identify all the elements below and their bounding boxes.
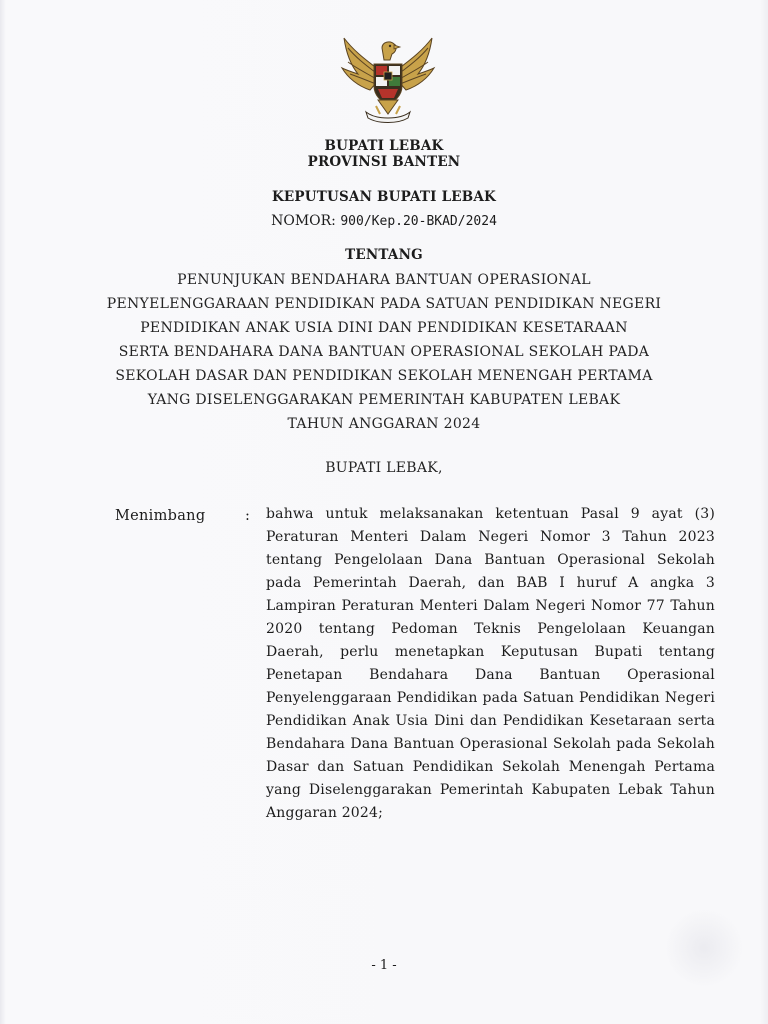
subject-line: TAHUN ANGGARAN 2024 [287, 416, 481, 432]
subject-line: SEKOLAH DASAR DAN PENDIDIKAN SEKOLAH MENENGAH PERTAMA [115, 368, 653, 384]
tentang-heading: TENTANG [345, 247, 423, 263]
subject-line: PENUNJUKAN BENDAHARA BANTUAN OPERASIONAL [177, 272, 591, 288]
authority-line-1: BUPATI LEBAK [324, 138, 444, 154]
subject-line: PENDIDIKAN ANAK USIA DINI DAN PENDIDIKAN KESETARAAN [140, 320, 628, 336]
menimbang-text: bahwa untuk melaksanakan ketentuan Pasal 9 ayat (3) Peraturan Menteri Dalam Negeri Nomor 3 Tahun 2023 tentang Pengelolaan Dana Bantuan Operasional Sekolah pada Pemerintah Daerah, dan BAB I huruf A angka 3 Lampiran Peraturan Menteri Dalam Negeri Nomor 77 Tahun 2020 tentang Pedoman Teknis Pengelolaan Keuangan Daerah, perlu menetapkan Keputusan Bupati tentang Penetapan Bendahara Dana Bantuan Operasional Penyelenggaraan Pendidikan pada Satuan Pendidikan Negeri Pendidikan Anak Usia Dini dan Pendidikan Kesetaraan serta Bendahara Dana Bantuan Operasional Sekolah pada Sekolah Dasar dan Satuan Pendidikan Sekolah Menengah Pertama yang Diselenggarakan Pemerintah Kabupaten Lebak Tahun Anggaran 2024; [266, 506, 715, 821]
scan-smudge [664, 908, 744, 988]
menimbang-label: Menimbang [115, 508, 206, 524]
authority-line-2: PROVINSI BANTEN [307, 154, 461, 170]
subject-line: YANG DISELENGGARAKAN PEMERINTAH KABUPATEN LEBAK [147, 392, 621, 408]
decree-number [0, 213, 768, 229]
subject-line: PENYELENGGARAAN PENDIDIKAN PADA SATUAN PENDIDIKAN NEGERI [106, 296, 662, 312]
page-number: - 1 - [371, 958, 397, 973]
menimbang-colon: : [245, 508, 250, 524]
nomor-value: 900/Kep.20-BKAD/2024 [340, 214, 497, 229]
subject-line: SERTA BENDAHARA DANA BANTUAN OPERASIONAL SEKOLAH PADA [118, 344, 650, 360]
nomor-label: NOMOR: [271, 213, 336, 229]
decree-title: KEPUTUSAN BUPATI LEBAK [272, 189, 496, 205]
garuda-emblem-icon [336, 34, 440, 126]
issuer-line: BUPATI LEBAK, [325, 460, 443, 476]
